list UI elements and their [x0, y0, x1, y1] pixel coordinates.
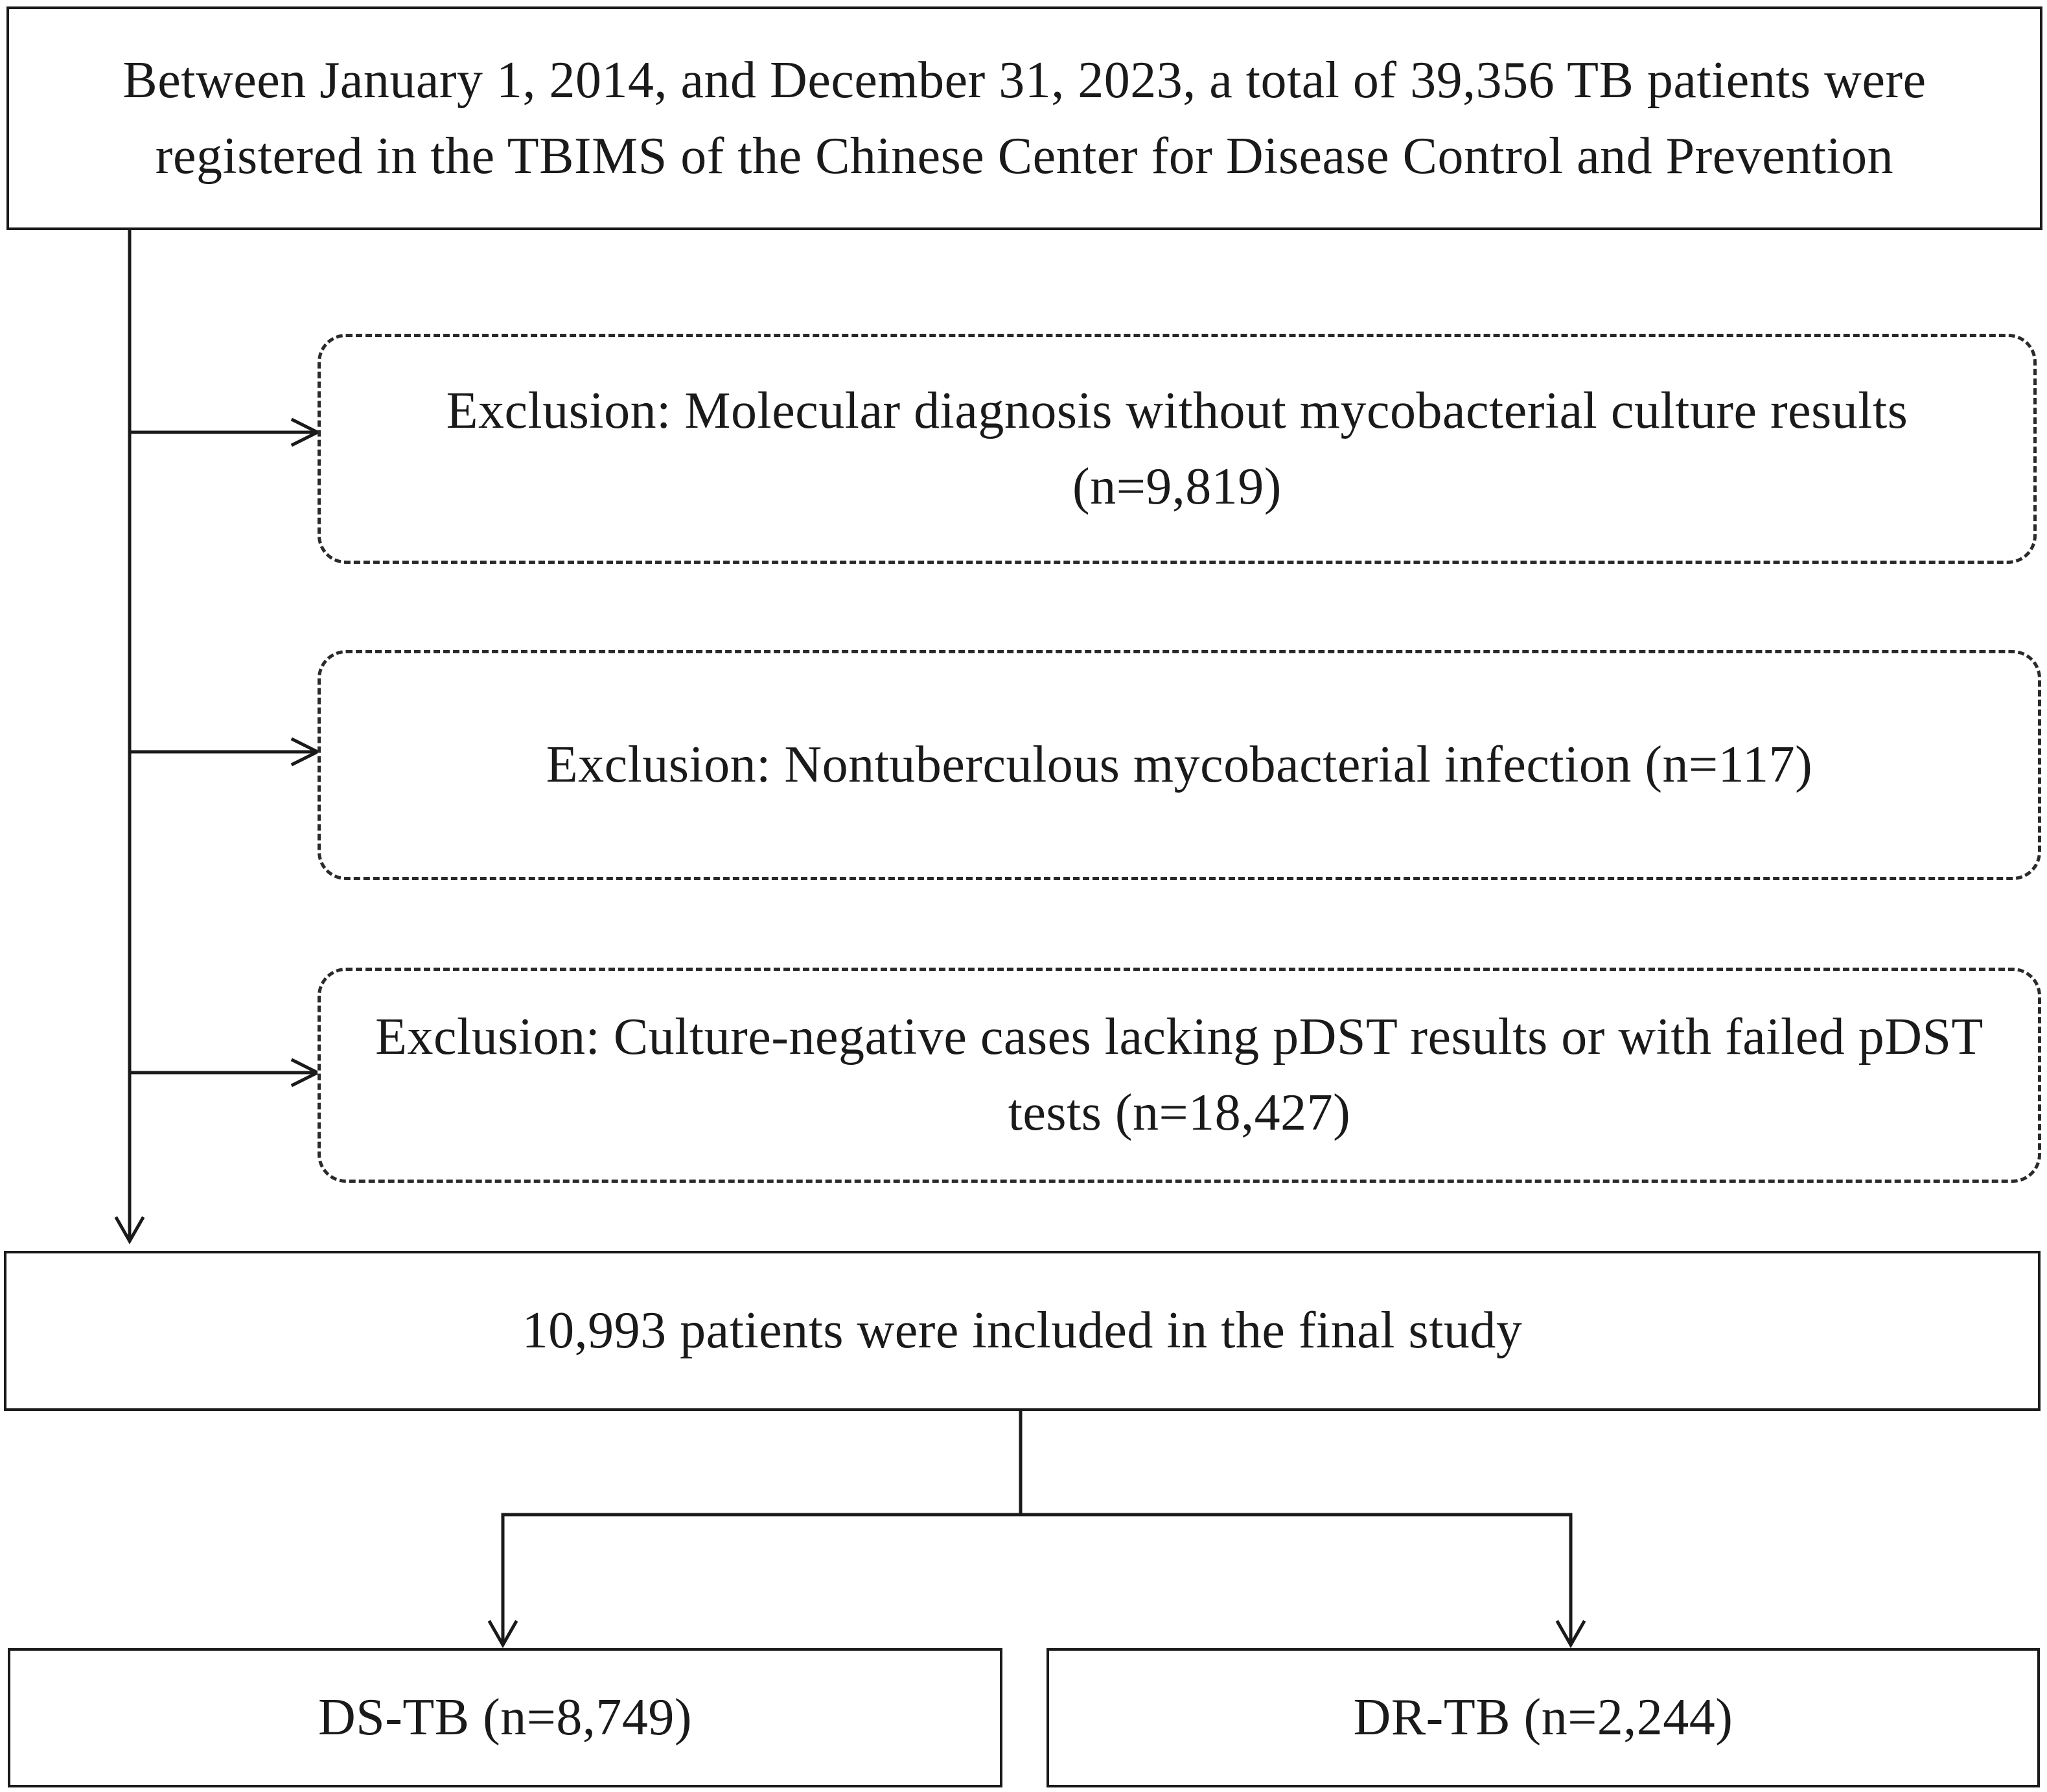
dr-tb-box: [1047, 1648, 2040, 1787]
included-patients-text: 10,993 patients were included in the final study: [522, 1302, 1523, 1359]
exclusion-ntm-box: [318, 650, 2041, 880]
ds-tb-box: [8, 1648, 1002, 1787]
exclusion-pdst-text: Exclusion: Culture-negative cases lacking pDST results or with failed pDST tests (n=18,427): [375, 1008, 1983, 1141]
registered-patients-box: [6, 6, 2042, 230]
ds-tb-text: DS-TB (n=8,749): [318, 1689, 693, 1746]
exclusion-molecular-text: Exclusion: Molecular diagnosis without mycobacterial culture results (n=9,819): [446, 382, 1908, 515]
registered-patients-text: Between January 1, 2014, and December 31, 2023, a total of 39,356 TB patients were registered in the TBIMS of the Chinese Center for Disease Control and Prevention: [122, 51, 1926, 185]
dr-tb-text: DR-TB (n=2,244): [1353, 1689, 1733, 1746]
included-patients-box: [4, 1251, 2041, 1411]
exclusion-molecular-box: [318, 334, 2037, 564]
exclusion-ntm-text: Exclusion: Nontuberculous mycobacterial infection (n=117): [546, 736, 1813, 793]
exclusion-pdst-box: [318, 968, 2041, 1183]
